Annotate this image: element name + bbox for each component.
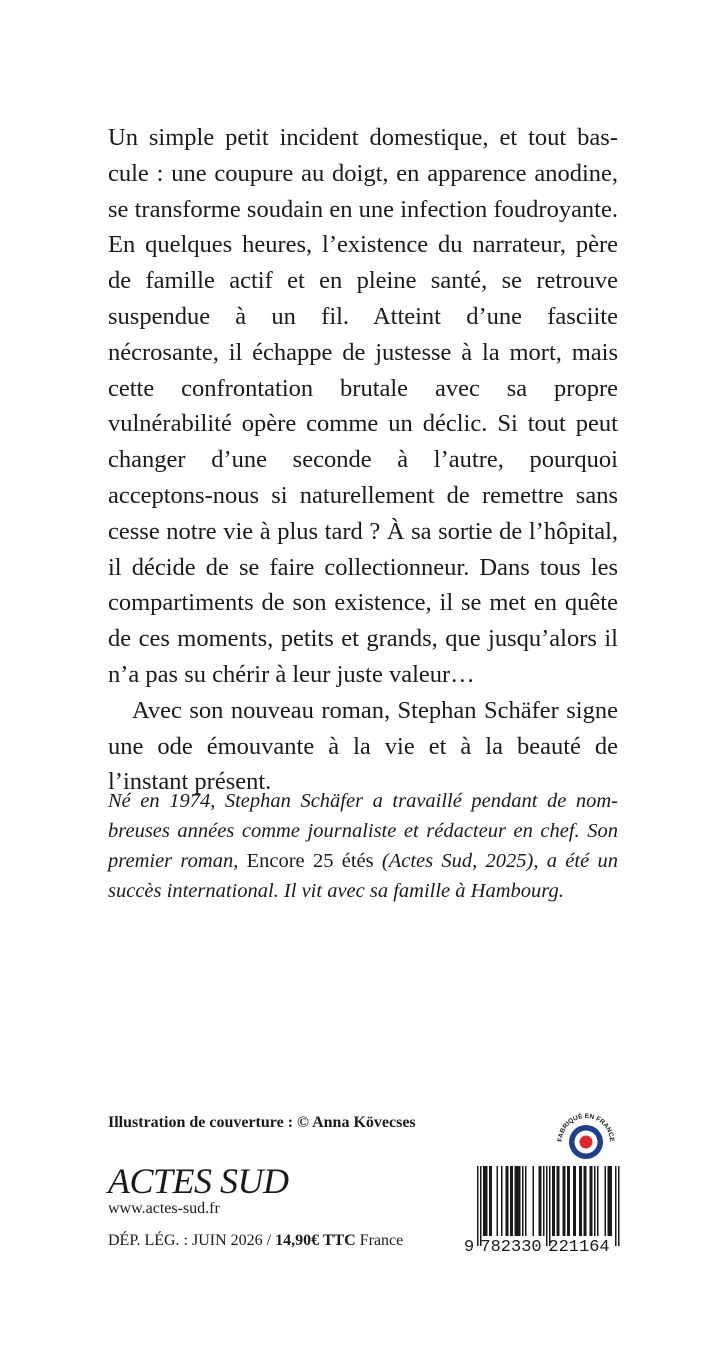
blurb-paragraph-1: Un simple petit incident domestique, et tout bascule : une coupure au doigt, en apparence anodine, se transforme soudain en une infection foudroyante. En quelques heures, l’existence du narrateur, père de famille actif et en pleine santé, se retrouve suspendue à un fil. Atteint d’une fasciite nécrosante, il échappe de justesse à la mort, mais cette confrontation brutale avec sa propre vulnérabilité opère comme un déclic. Si tout peut changer d’une seconde à l’autre, pourquoi acceptons-nous si naturellement de remettre sans cesse notre vie à plus tard ? À sa sortie de l’hôpital, il décide de se faire collectionneur. Dans tous les compartiments de son existence, il se met en quête de ces moments, petits et grands, que jusqu’alors il n’a pas su chérir à leur juste valeur… (108, 124, 618, 688)
barcode-bar (611, 1166, 613, 1236)
barcode-bar (558, 1166, 560, 1236)
barcode-bar (546, 1166, 548, 1246)
barcode-bar (584, 1166, 586, 1236)
barcode-bar (609, 1166, 611, 1236)
barcode-bar (522, 1166, 524, 1236)
barcode-bar (477, 1166, 479, 1246)
publisher-logo: ACTES SUD (108, 1161, 289, 1201)
barcode-bar (489, 1166, 491, 1236)
barcode-bar (563, 1166, 565, 1236)
barcode-bar (506, 1166, 508, 1236)
barcode-bar (525, 1166, 527, 1236)
author-bio-text (108, 786, 618, 906)
barcode-bar (573, 1166, 575, 1236)
barcode-bar (533, 1166, 535, 1236)
back-cover-blurb (108, 120, 618, 800)
barcode (462, 1164, 626, 1254)
barcode-bar (615, 1166, 617, 1246)
barcode-digit-first: 9 (464, 1238, 475, 1254)
barcode-bar (480, 1166, 482, 1246)
barcode-bar (486, 1166, 488, 1236)
barcode-bar (491, 1166, 493, 1236)
barcode-bar (510, 1166, 512, 1236)
barcode-bar (549, 1166, 551, 1246)
legal-deposit-date: DÉP. LÉG. : JUIN 2026 / (108, 1232, 276, 1249)
fabrique-red-center (580, 1136, 593, 1149)
barcode-bar (564, 1166, 566, 1236)
barcode-bar (515, 1166, 517, 1236)
barcode-bar (552, 1166, 554, 1236)
barcode-bar (581, 1166, 583, 1236)
barcode-bar (539, 1166, 541, 1236)
barcode-bar (554, 1166, 556, 1236)
barcode-bar (590, 1166, 592, 1236)
barcode-bar (567, 1166, 569, 1236)
legal-deposit-line (108, 1232, 403, 1250)
barcode-bar (605, 1166, 607, 1236)
barcode-bar (485, 1166, 487, 1236)
barcode-bar (569, 1166, 571, 1236)
barcode-bar (543, 1166, 545, 1236)
barcode-bar (518, 1166, 520, 1236)
barcode-bar (540, 1166, 542, 1236)
barcode-bar (594, 1166, 596, 1236)
barcode-bar (591, 1166, 593, 1236)
book-title: Encore 25 étés (246, 850, 374, 872)
barcode-bar (597, 1166, 599, 1236)
barcode-bar (618, 1166, 620, 1246)
fabrique-label: FABRIQUÉ EN FRANCE (556, 1112, 616, 1143)
barcode-bar (507, 1166, 509, 1236)
barcode-digits-right: 221164 (548, 1238, 610, 1254)
barcode-bar (483, 1166, 485, 1236)
barcode-bar (497, 1166, 499, 1236)
barcode-bar (519, 1166, 521, 1236)
fabrique-en-france-icon (548, 1102, 624, 1168)
barcode-bar (512, 1166, 514, 1236)
author-bio-part-2: (Actes Sud, 2025), a été un succès international. Il vit avec sa famille à Hambourg. (108, 850, 618, 902)
barcode-bar (608, 1166, 610, 1236)
author-bio (108, 786, 618, 906)
barcode-bar (501, 1166, 503, 1236)
price: 14,90€ TTC (275, 1232, 356, 1249)
blurb-paragraph-2: Avec son nouveau roman, Stephan Schäfer signe une ode émouvante à la vie et à la beauté de l’instant présent. (108, 696, 618, 796)
barcode-bar (585, 1166, 587, 1236)
barcode-bar (516, 1166, 518, 1236)
barcode-bar (557, 1166, 559, 1236)
price-country: France (355, 1232, 404, 1249)
author-bio-part-1: Né en 1974, Stephan Schäfer a travaillé pendant de nombreuses années comme journaliste et rédacteur en chef. Son premier roman, (108, 790, 618, 872)
barcode-bar (579, 1166, 581, 1236)
publisher-url[interactable]: www.actes-sud.fr (108, 1200, 220, 1217)
barcode-bar (575, 1166, 577, 1236)
barcode-digits-left: 782330 (480, 1238, 542, 1254)
cover-illustration-credit: Illustration de couverture : © Anna Kövecses (108, 1114, 416, 1131)
